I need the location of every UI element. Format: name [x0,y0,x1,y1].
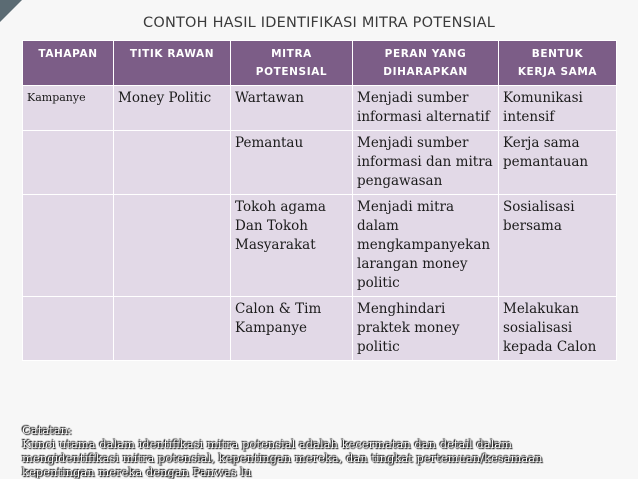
cell-bentuk: Komunikasi intensif [499,86,617,131]
header-bentuk: BENTUK KERJA SAMA [499,41,617,86]
table-row [23,195,617,297]
cell-tahapan [23,297,114,361]
cell-bentuk: Kerja sama pemantauan [499,131,617,195]
note-label: Catatan: [22,423,72,437]
cell-tahapan [23,131,114,195]
cell-mitra: Wartawan [231,86,353,131]
cell-peran: Menghindari praktek money politic [353,297,499,361]
table-row [23,131,617,195]
note-text: Kunci utama dalam identifikasi mitra potensial adalah kecermatan dan detail dalam mengidentifikasi mitra potensial, kepentingan mereka, dan tingkat pertemuan/kesamaan kepentingan mereka dengan Panwas lu [22,437,543,479]
cell-titik-rawan: Money Politic [114,86,231,131]
cell-bentuk: Melakukan sosialisasi kepada Calon [499,297,617,361]
cell-titik-rawan [114,297,231,361]
header-peran: PERAN YANG DIHARAPKAN [353,41,499,86]
cell-peran: Menjadi sumber informasi dan mitra pengawasan [353,131,499,195]
cell-mitra: Pemantau [231,131,353,195]
cell-tahapan: Kampanye [23,86,114,131]
header-tahapan: TAHAPAN [23,41,114,86]
table-row [23,86,617,131]
cell-bentuk: Sosialisasi bersama [499,195,617,297]
identification-table [22,40,617,361]
cell-mitra: Tokoh agama Dan Tokoh Masyarakat [231,195,353,297]
cell-tahapan [23,195,114,297]
cell-mitra: Calon & Tim Kampanye [231,297,353,361]
header-titik-rawan: TITIK RAWAN [114,41,231,86]
header-mitra-potensial: MITRA POTENSIAL [231,41,353,86]
cell-titik-rawan [114,131,231,195]
slide-title: CONTOH HASIL IDENTIFIKASI MITRA POTENSIAL [143,15,495,31]
table-row [23,297,617,361]
cell-peran: Menjadi sumber informasi alternatif [353,86,499,131]
cell-titik-rawan [114,195,231,297]
note-box [22,423,602,479]
table-header-row [23,41,617,86]
cell-peran: Menjadi mitra dalam mengkampanyekan larangan money politic [353,195,499,297]
